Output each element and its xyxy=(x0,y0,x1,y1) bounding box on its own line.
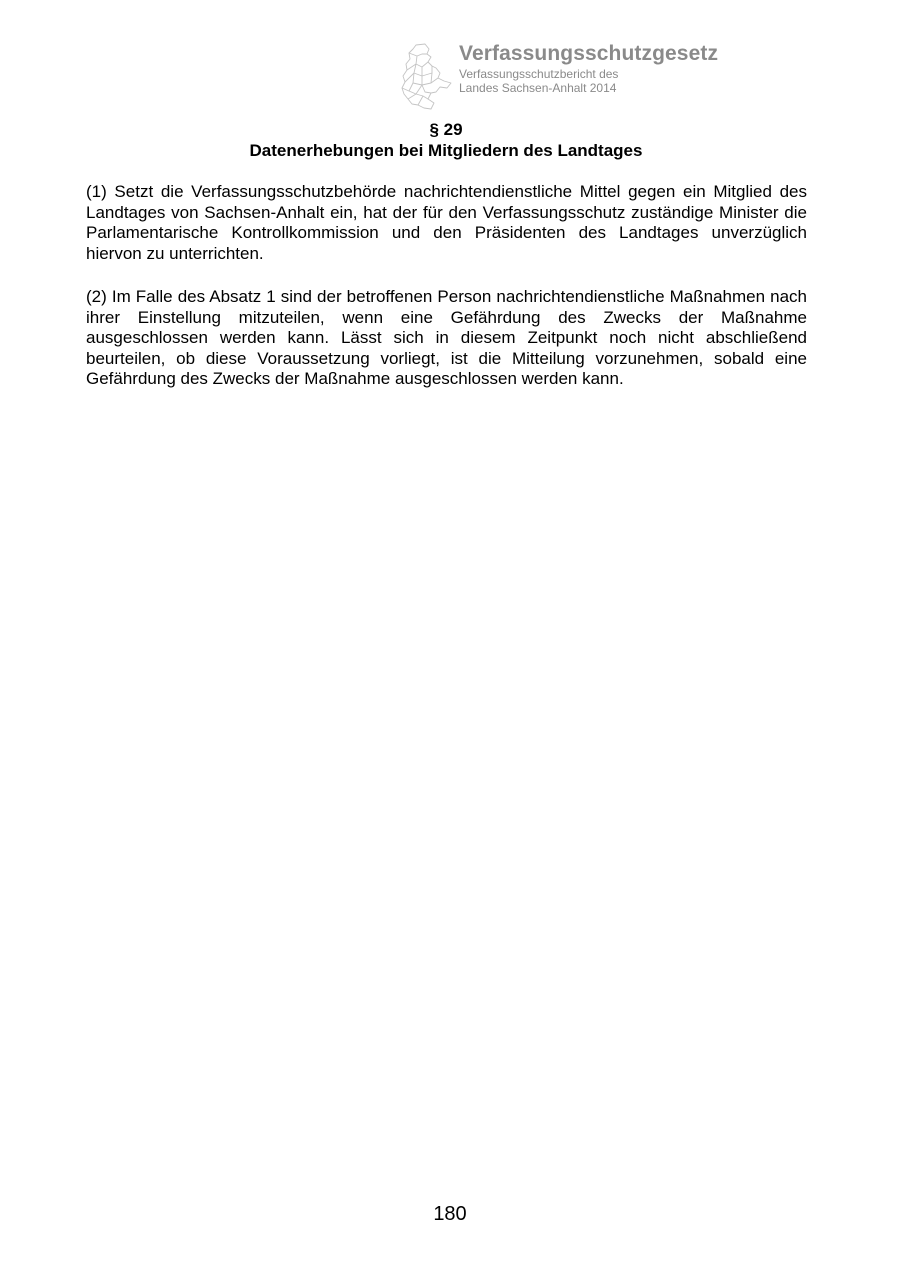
header-subtitle-line1: Verfassungsschutzbericht des xyxy=(459,67,619,81)
saxony-anhalt-map-icon xyxy=(398,42,454,112)
paragraph-1: (1) Setzt die Verfassungsschutzbehörde nachrichtendienstliche Mittel gegen ein Mitglied des Landtages von Sachsen-Anhalt ein, hat der für den Verfassungsschutz zuständige Minister die Parlamentarische Kontrollkommission und den Präsidenten des Landtages unverzüglich hiervon zu unterrichten. xyxy=(86,182,807,263)
section-number: § 29 xyxy=(429,120,463,139)
section-title: Datenerhebungen bei Mitgliedern des Landtages xyxy=(249,141,643,160)
header-subtitle-line2: Landes Sachsen-Anhalt 2014 xyxy=(459,81,617,95)
page-header xyxy=(398,42,738,114)
header-title: Verfassungsschutzgesetz xyxy=(459,42,719,65)
page-number: 180 xyxy=(433,1203,467,1225)
paragraph-2: (2) Im Falle des Absatz 1 sind der betroffenen Person nachrichtendienstliche Maßnahmen nach ihrer Einstellung mitzuteilen, wenn eine Gefährdung des Zwecks der Maßnahme ausgeschlossen werden kann. Lässt sich in diesem Zeitpunkt noch nicht abschließend beurteilen, ob diese Voraussetzung vorliegt, ist die Mitteilung vorzunehmen, sobald eine Gefährdung des Zwecks der Maßnahme ausgeschlossen werden kann. xyxy=(86,287,807,389)
